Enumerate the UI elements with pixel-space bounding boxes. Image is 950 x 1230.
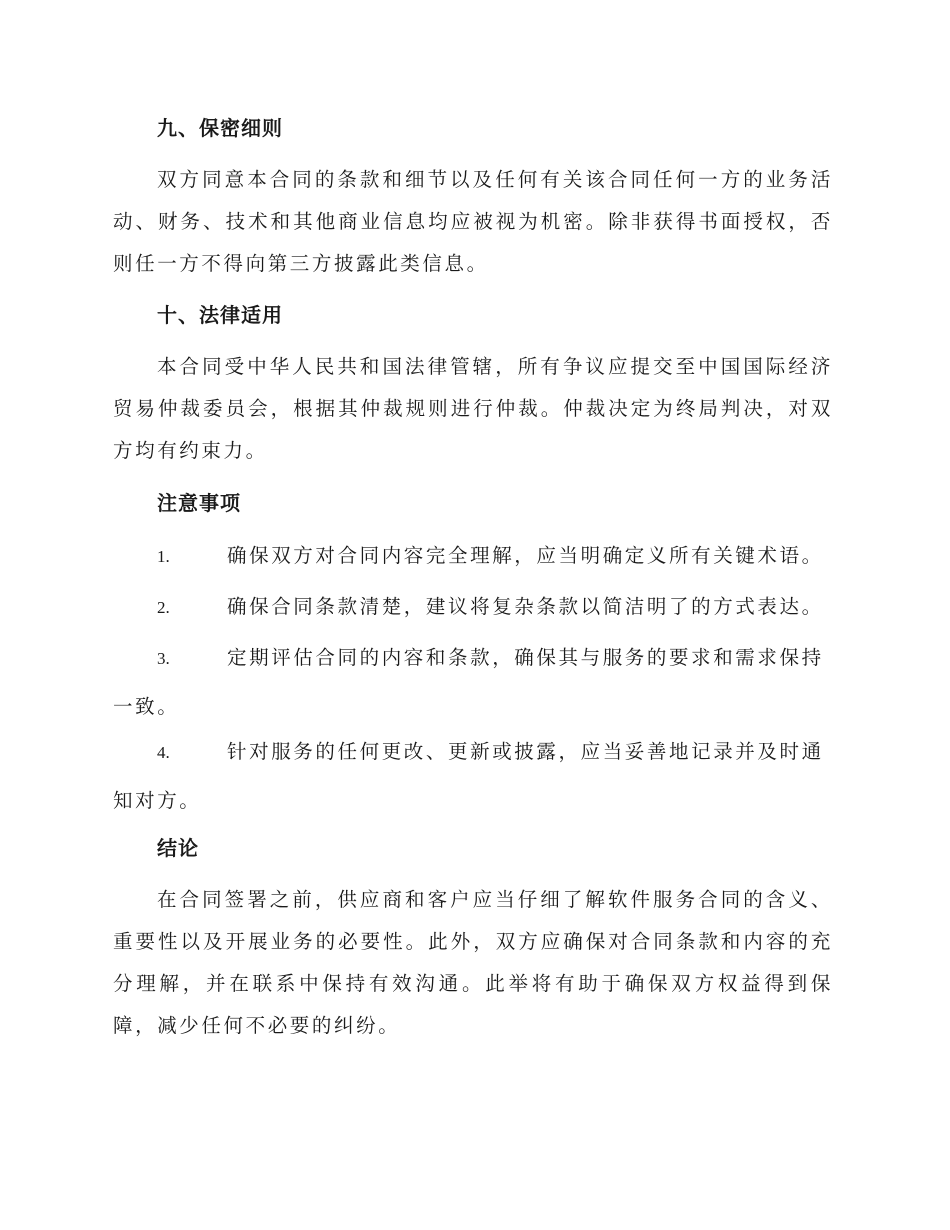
list-item-number: 4. [157,743,170,762]
list-item-text: 针对服务的任何更改、更新或披露，应当妥善地记录并及时通知对方。 [113,740,824,812]
list-item [113,532,833,581]
list-item [113,583,833,632]
confidentiality-paragraph: 双方同意本合同的条款和细节以及任何有关该合同任何一方的业务活动、财务、技术和其他商业信息均应被视为机密。除非获得书面授权，否则任一方不得向第三方披露此类信息。 [113,168,833,275]
list-item-text: 确保双方对合同内容完全理解，应当明确定义所有关键术语。 [227,544,824,567]
list-item [113,728,833,825]
governing-law-paragraph: 本合同受中华人民共和国法律管辖，所有争议应提交至中国国际经济贸易仲裁委员会，根据其仲裁规则进行仲裁。仲裁决定为终局判决，对双方均有约束力。 [113,355,833,462]
section-heading-governing-law: 十、法律适用 [157,303,283,327]
section-heading-notes: 注意事项 [157,491,241,515]
list-item-number: 2. [157,598,170,617]
list-item [113,634,833,731]
list-item-text: 定期评估合同的内容和条款，确保其与服务的要求和需求保持一致。 [113,646,824,718]
conclusion-paragraph: 在合同签署之前，供应商和客户应当仔细了解软件服务合同的含义、重要性以及开展业务的必要性。此外，双方应确保对合同条款和内容的充分理解，并在联系中保持有效沟通。此举将有助于确保双方权益得到保障，减少任何不必要的纠纷。 [113,888,833,1037]
list-item-number: 1. [157,547,170,566]
list-item-number: 3. [157,649,170,668]
list-item-text: 确保合同条款清楚，建议将复杂条款以简洁明了的方式表达。 [227,595,824,618]
section-heading-confidentiality: 九、保密细则 [157,116,283,140]
section-heading-conclusion: 结论 [157,836,199,860]
